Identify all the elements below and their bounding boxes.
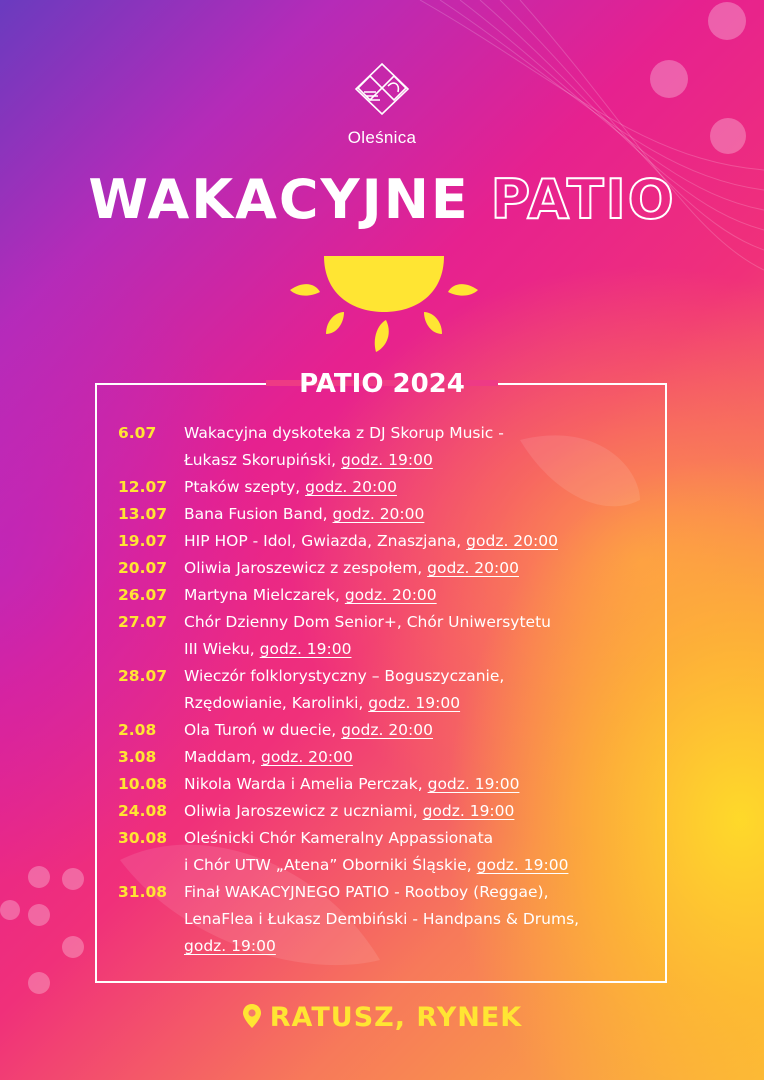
event-text: Nikola Warda i Amelia Perczak,: [184, 775, 428, 793]
location-pin-icon: [242, 1003, 262, 1029]
event-description: [184, 771, 654, 798]
event-list: [118, 420, 654, 960]
event-text: Martyna Mielczarek,: [184, 586, 345, 604]
event-text: Wieczór folklorystyczny – Boguszyczanie,: [184, 667, 505, 685]
event-description: [184, 609, 654, 663]
event-line: [184, 879, 654, 906]
event-time: godz. 19:00: [476, 856, 569, 874]
event-line: [184, 528, 654, 555]
event-date: 27.07: [118, 613, 168, 631]
event-description: [184, 501, 654, 528]
event-date: 3.08: [118, 748, 157, 766]
event-description: [184, 717, 654, 744]
event-description: [184, 528, 654, 555]
event-text: HIP HOP - Idol, Gwiazda, Znaszjana,: [184, 532, 467, 550]
event-text: Rzędowianie, Karolinki,: [184, 694, 369, 712]
event-text: Oleśnicki Chór Kameralny Appassionata: [184, 829, 494, 847]
event-time: godz. 20:00: [466, 532, 558, 550]
event-text: Bana Fusion Band,: [184, 505, 333, 523]
decorative-circle: [708, 2, 746, 40]
event-line: [184, 717, 654, 744]
event-description: [184, 474, 654, 501]
decorative-circle: [0, 900, 20, 920]
event-row: [118, 663, 654, 717]
event-time: godz. 19:00: [341, 451, 433, 469]
event-description: [184, 825, 654, 879]
title-part-1: WAKACYJNE: [88, 168, 470, 231]
event-row: [118, 420, 654, 474]
event-time: godz. 19:00: [184, 937, 276, 955]
event-description: [184, 555, 654, 582]
title-part-2: PATIO: [490, 168, 676, 231]
box-heading: PATIO 2024: [299, 369, 465, 399]
event-text: Oliwia Jaroszewicz z uczniami,: [184, 802, 423, 820]
event-time: godz. 20:00: [261, 748, 353, 766]
decorative-circle: [28, 866, 50, 888]
location-text: RATUSZ, RYNEK: [269, 1002, 523, 1033]
page-title: [0, 168, 764, 231]
event-time: godz. 19:00: [427, 775, 520, 793]
event-date: 24.08: [118, 802, 168, 820]
decorative-circle: [62, 936, 84, 958]
event-text: Wakacyjna dyskoteka z DJ Skorup Music -: [184, 424, 504, 442]
olesnica-logo-icon: [352, 62, 412, 116]
decorative-circle: [62, 868, 84, 890]
event-date: 2.08: [118, 721, 157, 739]
event-text: Oliwia Jaroszewicz z zespołem,: [184, 559, 428, 577]
event-description: [184, 663, 654, 717]
event-row: [118, 879, 654, 960]
event-date: 28.07: [118, 667, 168, 685]
event-text: III Wieku,: [184, 640, 260, 658]
decorative-circle: [28, 904, 50, 926]
event-date: 10.08: [118, 775, 168, 793]
event-description: [184, 582, 654, 609]
event-time: godz. 19:00: [259, 640, 352, 658]
event-line: [184, 744, 654, 771]
event-date: 26.07: [118, 586, 168, 604]
decorative-circle: [650, 60, 688, 98]
event-row: [118, 825, 654, 879]
event-line: [184, 555, 654, 582]
event-row: [118, 474, 654, 501]
event-text: LenaFlea i Łukasz Dembiński - Handpans & Drums,: [184, 910, 580, 928]
event-text: i Chór UTW „Atena” Oborniki Śląskie,: [184, 856, 477, 874]
event-time: godz. 20:00: [344, 586, 437, 604]
event-line: [184, 501, 654, 528]
event-text: Finał WAKACYJNEGO PATIO - Rootboy (Reggae),: [184, 883, 549, 901]
event-time: godz. 20:00: [341, 721, 433, 739]
event-line: [184, 906, 654, 933]
event-row: [118, 717, 654, 744]
event-date: 31.08: [118, 883, 168, 901]
event-description: [184, 879, 654, 960]
event-row: [118, 609, 654, 663]
event-description: [184, 798, 654, 825]
event-line: [184, 798, 654, 825]
event-date: 12.07: [118, 478, 168, 496]
event-date: 6.07: [118, 424, 157, 442]
event-line: [184, 582, 654, 609]
event-text: Ola Turoń w duecie,: [184, 721, 342, 739]
event-row: [118, 555, 654, 582]
event-description: [184, 744, 654, 771]
event-line: [184, 447, 654, 474]
event-time: godz. 20:00: [427, 559, 519, 577]
event-date: 19.07: [118, 532, 168, 550]
event-row: [118, 582, 654, 609]
event-row: [118, 501, 654, 528]
event-line: [184, 933, 654, 960]
event-line: [184, 420, 654, 447]
event-row: [118, 771, 654, 798]
event-text: Łukasz Skorupiński,: [184, 451, 341, 469]
event-text: Maddam,: [184, 748, 262, 766]
location: [0, 1002, 764, 1033]
event-date: 20.07: [118, 559, 168, 577]
event-line: [184, 663, 654, 690]
event-line: [184, 609, 654, 636]
decorative-circle: [28, 972, 50, 994]
event-row: [118, 528, 654, 555]
event-line: [184, 474, 654, 501]
event-date: 30.08: [118, 829, 168, 847]
sun-icon: [286, 254, 482, 354]
event-line: [184, 825, 654, 852]
event-line: [184, 636, 654, 663]
event-text: Chór Dzienny Dom Senior+, Chór Uniwersytetu: [184, 613, 551, 631]
event-date: 13.07: [118, 505, 168, 523]
event-time: godz. 19:00: [422, 802, 515, 820]
event-row: [118, 744, 654, 771]
event-time: godz. 19:00: [368, 694, 461, 712]
event-description: [184, 420, 654, 474]
event-time: godz. 20:00: [332, 505, 425, 523]
event-row: [118, 798, 654, 825]
event-time: godz. 20:00: [305, 478, 397, 496]
event-line: [184, 690, 654, 717]
event-line: [184, 852, 654, 879]
city-name: Oleśnica: [347, 128, 417, 147]
event-line: [184, 771, 654, 798]
event-text: Ptaków szepty,: [184, 478, 306, 496]
